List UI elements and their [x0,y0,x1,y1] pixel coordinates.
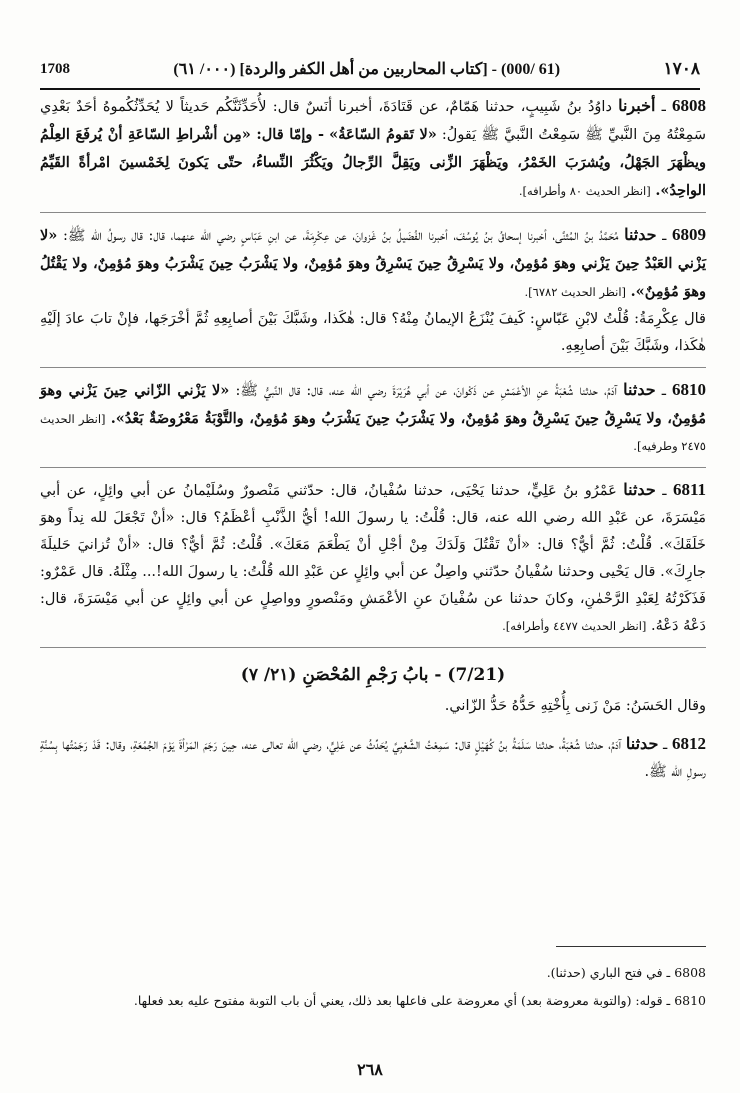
hadith-quote: «لا يَزْني العَبْدُ حِينَ يَزْني وهوَ مُؤمِنٌ، ولا يَسْرِقُ حِينَ يَسْرِقُ وهوَ مُؤمِنٌ، ولا يَشْرَبُ حِينَ يَشْرَبُ وهوَ مُؤمِنٌ، ولا يَقْتُلُ وهوَ مُؤمِنٌ». [40,227,706,300]
hadith-6810: 6810 ـ حدثنا آدَمُ، حدثنا شُعْبَةُ عنِ الأعْمَشِ عن ذَكْوانَ، عن أبي هُرَيْرَةَ رضي الله عنه، قال: قال النَّبيُّ ﷺ: «لا يَزْني الزّاني حِينَ يَزْني وهوَ مُؤمِنٌ، ولا يَسْرِقُ حِينَ يَسْرِقُ وهوَ مُؤمِنٌ، ولا يَشْرَبُ حِينَ يَشْرَبُ وهوَ مُؤمِنٌ، والتَّوْبَةُ مَعْرُوضَةٌ بَعْدُ». [انظر الحديث ٢٤٧٥ وطرفيه]. [40,376,706,468]
hadith-quote: «لا يَزْني الزّاني حِينَ يَزْني وهوَ مُؤمِنٌ، ولا يَسْرِقُ حِينَ يَسْرِقُ وهوَ مُؤمِنٌ، ولا يَشْرَبُ حِينَ يَشْرَبُ وهوَ مُؤمِنٌ، والتَّوْبَةُ مَعْرُوضَةٌ بَعْدُ». [40,382,706,427]
hadith-6809: 6809 ـ حدثنا مُحَمَّدُ بنُ المُثنَّى، أخبرنا إسحاقُ بنُ يُوسُفَ، أخبرنا الفُضَيلُ بنُ غَزوانَ، عن عِكْرِمَةَ، عن ابنِ عَبّاسٍ رضي الله عنهما، قال: قال رسولُ الله ﷺ: «لا يَزْني العَبْدُ حِينَ يَزْني وهوَ مُؤمِنٌ، ولا يَسْرِقُ حِينَ يَسْرِقُ وهوَ مُؤمِنٌ، ولا يَشْرَبُ حِينَ يَشْرَبُ وهوَ مُؤمِنٌ، ولا يَقْتُلُ وهوَ مُؤمِنٌ». [انظر الحديث ٦٧٨٢]. قال عِكْرِمَةُ: قُلْتُ لابْنِ عَبّاسٍ: كَيفَ يُنْزَعُ الإيمانُ مِنْهُ؟ قال: هٰكَذا، وشَبَّكَ بَيْنَ أصابِعِهِ ثُمَّ أخْرَجَها، فإنْ تابَ عادَ إلَيْهِ هٰكَذا، وشَبَّكَ بَيْنَ أصابِعِهِ. [40,221,706,368]
hadith-text: آدَمُ، حدثنا شُعْبَةُ عنِ الأعْمَشِ عن ذَكْوانَ، عن أبي هُرَيْرَةَ رضي الله عنه، قال: قال النَّبيُّ ﷺ: [235,383,618,399]
hadith-6812: 6812 ـ حدثنا آدَمُ، حدثنا شُعْبَةُ، حدثنا سَلَمَةُ بنُ كُهَيْلٍ قال: سَمِعْتُ الشَّعْبِيَّ يُحَدِّثُ عن عَلِيٍّ، رضي الله تعالى عنه، حِينَ رَجَمَ المَرْأةَ يَوْمَ الجُمُعَةِ، وقال: قَدْ رَجَمْتُها بِسُنَّةِ رسولِ الله ﷺ. [40,734,707,780]
hadith-text: آدَمُ، حدثنا شُعْبَةُ، حدثنا سَلَمَةُ بنُ كُهَيْلٍ قال: سَمِعْتُ الشَّعْبِيَّ يُحَدِّثُ عن عَلِيٍّ، رضي الله تعالى عنه، حِينَ رَجَمَ المَرْأةَ يَوْمَ الجُمُعَةِ، وقال: قَدْ رَجَمْتُها بِسُنَّةِ رسولِ الله ﷺ. [40,737,706,780]
hadith-keyword: حدثنا [623,380,656,399]
hadith-text: عَمْرُو بنُ عَلِيٍّ، حدثنا يَحْيَى، حدثنا سُفْيانُ، قال: حدّثني مَنْصورٌ وسُلَيْمانُ عن أبي وائِلٍ، عن أبي مَيْسَرَةَ، عن عَبْدِ الله رضي الله عنه، قال: قُلْتُ: يا رسولَ الله! أيُّ الذَّنْبِ أعْظَمُ؟ قال: «أنْ تَجْعَلَ لله نِداً وهوَ خَلَقَكَ». قُلْتُ: ثُمَّ أيٌّ؟ قال: «أنْ تَقْتُلَ وَلَدَكَ مِنْ أجْلِ أنْ يَطْعَمَ مَعَكَ». قُلْتُ: ثُمَّ أيٌّ؟ قال: «أنْ تُزانيَ حَليلَةَ جارِكَ». قال يَحْيى وحدثنا سُفْيانُ حدّثني واصِلٌ عن أبي وائِلٍ عن عَبْدِ الله قُلْتُ: يا رسولَ الله!... مِثْلَهُ. قال عَمْرٌو: فَذَكَرْتُهُ لِعَبْدِ الرَّحْمٰنِ، وكانَ حدثنا عن سُفْيانَ عنِ الأعْمَشِ ومَنْصورٍ وواصِلٍ عن أبي وائِلٍ عن أبي مَيْسَرَةَ، قال: دَعْهُ دَعْهُ. [40,483,706,634]
footnote-6808: 6808 ـ في فتح الباري (حدثنا). [546,965,706,980]
footnote-divider [556,946,706,947]
hadith-quote: «لا تَقومُ السّاعَةُ» [329,126,437,143]
hadith-number: 6812 [672,734,707,753]
chapter-intro: وقال الحَسَنُ: مَنْ زَنى بِأُخْتِهِ حَدُّهُ حَدُّ الزّاني. [444,698,706,714]
hadith-number: 6808 [672,96,706,115]
hadith-reference: [انظر الحديث ٨٠ وأطرافه]. [518,184,651,198]
page-number-latin: 1708 [40,60,70,77]
hadith-text-continued: - وإمّا قال: «مِن أشْراطِ السّاعَةِ أنْ يُرفَعَ العِلْمُ ويظْهَرَ الجَهْلُ، ويُشرَبَ الخَمْرُ، ويَظْهَرَ الزِّنى ويَقِلَّ الرِّجالُ ويَكْثُرَ النِّساءُ، حتّى يَكونَ لِخَمْسينَ امْرأةً القَيِّمُ الواحِدُ». [40,126,706,199]
footnote-6810: 6810 ـ قوله: (والتوبة معروضة بعد) أي معروضة على فاعلها بعد ذلك، يعني أن باب التوبة مفتوح عليه بعد فعلها. [133,993,706,1008]
hadith-6808: 6808 ـ أخبرنا داوُدُ بنُ شَبِيبٍ، حدثنا هَمّامٌ، عن قَتَادَةَ، أخبرنا أنَسٌ قال: لأُحَدِّثَنَّكُم حَديثاً لا يُحَدِّثُكُموهُ أحَدٌ بَعْدِي سَمِعْتُهُ مِنَ النَّبيِّ ﷺ سَمِعْتُ النَّبيَّ ﷺ يَقولُ: «لا تَقومُ السّاعَةُ» - وإمّا قال: «مِن أشْراطِ السّاعَةِ أنْ يُرفَعَ العِلْمُ ويظْهَرَ الجَهْلُ، ويُشرَبَ الخَمْرُ، ويَظْهَرَ الزِّنى ويَقِلَّ الرِّجالُ ويَكْثُرَ النِّساءُ، حتّى يَكونَ لِخَمْسينَ امْرأةً القَيِّمُ الواحِدُ». [انظر الحديث ٨٠ وأطرافه]. [40,92,706,213]
main-text [40,92,706,786]
hadith-keyword: حدثنا [623,480,656,499]
hadith-keyword: حدثنا [625,734,659,753]
hadith-text: مُحَمَّدُ بنُ المُثنَّى، أخبرنا إسحاقُ بنُ يُوسُفَ، أخبرنا الفُضَيلُ بنُ غَزوانَ، عن عِكْرِمَةَ، عن ابنِ عَبّاسٍ رضي الله عنهما، قال: قال رسولُ الله ﷺ: [62,228,619,244]
footnotes [40,946,706,1015]
page-number-footer: ٢٦٨ [357,1062,383,1079]
hadith-keyword: أخبرنا [618,96,656,115]
hadith-reference: [انظر الحديث ٦٧٨٢]. [524,285,627,299]
book-title: (61 /000) - [كتاب المحاربين من أهل الكفر والردة] (٠٠٠/ ٦١) [173,61,561,78]
page-number-arabic: ١٧٠٨ [663,59,700,78]
hadith-number: 6809 [672,225,707,244]
running-header [40,58,700,90]
hadith-reference: [انظر الحديث ٤٤٧٧ وأطرافه]. [502,619,647,633]
hadith-6811: 6811 ـ حدثنا عَمْرُو بنُ عَلِيٍّ، حدثنا يَحْيَى، حدثنا سُفْيانُ، قال: حدّثني مَنْصورٌ وسُلَيْمانُ عن أبي وائِلٍ، عن أبي مَيْسَرَةَ، عن عَبْدِ الله رضي الله عنه، قال: قُلْتُ: يا رسولَ الله! أيُّ الذَّنْبِ أعْظَمُ؟ قال: «أنْ تَجْعَلَ لله نِداً وهوَ خَلَقَكَ». قُلْتُ: ثُمَّ أيٌّ؟ قال: «أنْ تَقْتُلَ وَلَدَكَ مِنْ أجْلِ أنْ يَطْعَمَ مَعَكَ». قُلْتُ: ثُمَّ أيٌّ؟ قال: «أنْ تُزانيَ حَليلَةَ جارِكَ». قال يَحْيى وحدثنا سُفْيانُ حدّثني واصِلٌ عن أبي وائِلٍ عن عَبْدِ الله قُلْتُ: يا رسولَ الله!... مِثْلَهُ. قال عَمْرٌو: فَذَكَرْتُهُ لِعَبْدِ الرَّحْمٰنِ، وكانَ حدثنا عن سُفْيانَ عنِ الأعْمَشِ ومَنْصورٍ وواصِلٍ عن أبي وائِلٍ عن أبي مَيْسَرَةَ، قال: دَعْهُ دَعْهُ. [انظر الحديث ٤٤٧٧ وأطرافه]. [40,476,706,648]
hadith-note: قال عِكْرِمَةُ: قُلْتُ لابْنِ عَبّاسٍ: كَيفَ يُنْزَعُ الإيمانُ مِنْهُ؟ قال: هٰكَذا، وشَبَّكَ بَيْنَ أصابِعِهِ ثُمَّ أخْرَجَها، فإنْ تابَ عادَ إلَيْهِ هٰكَذا، وشَبَّكَ بَيْنَ أصابِعِهِ. [40,311,706,354]
hadith-text: داوُدُ بنُ شَبِيبٍ، حدثنا هَمّامٌ، عن قَتَادَةَ، أخبرنا أنَسٌ قال: لأُحَدِّثَنَّكُم حَديثاً لا يُحَدِّثُكُموهُ أحَدٌ بَعْدِي سَمِعْتُهُ مِنَ النَّبيِّ ﷺ سَمِعْتُ النَّبيَّ ﷺ يَقولُ: [40,99,706,143]
hadith-number: 6811 [672,480,706,499]
hadith-keyword: حدثنا [624,225,657,244]
hadith-number: 6810 [672,380,707,399]
hadith-reference: [انظر الحديث ٢٤٧٥ وطرفيه]. [40,412,706,453]
chapter-heading: (7/21) - بابُ رَجْمِ المُحْصَنِ (٢١/ ٧) [240,665,506,685]
